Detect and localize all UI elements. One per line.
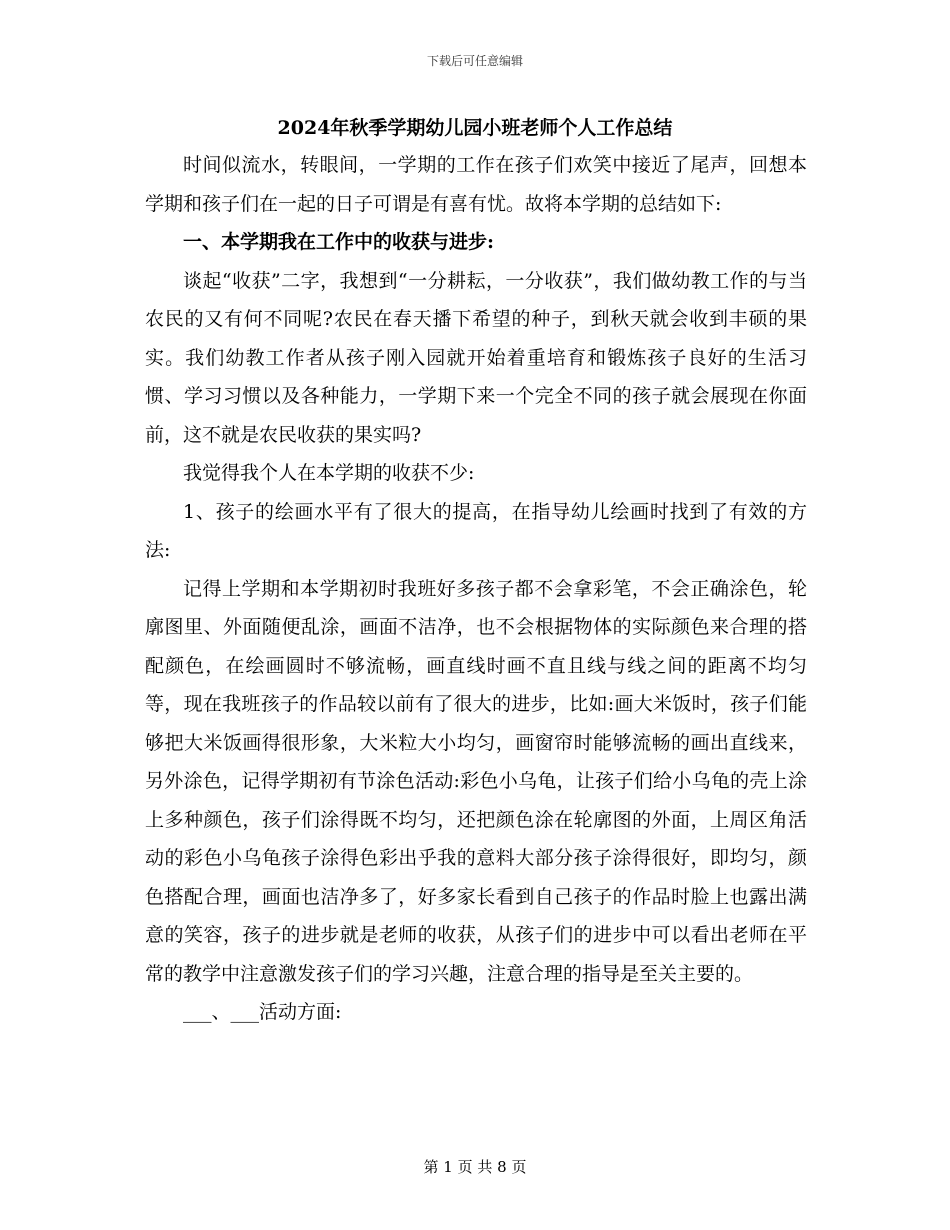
page-footer: 第 1 页 共 8 页 bbox=[423, 1158, 527, 1176]
document-body bbox=[145, 146, 807, 1032]
document-title: 2024年秋季学期幼儿园小班老师个人工作总结 bbox=[277, 117, 673, 139]
paragraph: 记得上学期和本学期初时我班好多孩子都不会拿彩笔，不会正确涂色，轮廓图里、外面随便乱涂，画面不洁净，也不会根据物体的实际颜色来合理的搭配颜色，在绘画圆时不够流畅，画直线时画不直且线与线之间的距离不均匀等，现在我班孩子的作品较以前有了很大的进步，比如:画大米饭时，孩子们能够把大米饭画得很形象，大米粒大小均匀，画窗帘时能够流畅的画出直线来，另外涂色，记得学期初有节涂色活动:彩色小乌龟，让孩子们给小乌龟的壳上涂上多种颜色，孩子们涂得既不均匀，还把颜色涂在轮廓图的外面，上周区角活动的彩色小乌龟孩子涂得色彩出乎我的意料大部分孩子涂得很好，即均匀，颜色搭配合理，画面也洁净多了，好多家长看到自己孩子的作品时脸上也露出满意的笑容，孩子的进步就是老师的收获，从孩子们的进步中可以看出老师在平常的教学中注意激发孩子们的学习兴趣，注意合理的指导是至关主要的。 bbox=[145, 577, 807, 985]
section-heading: 一、本学期我在工作中的收获与进步: bbox=[183, 231, 495, 253]
page-header: 下载后可任意编辑 bbox=[426, 54, 523, 68]
paragraph: 1、孩子的绘画水平有了很大的提高，在指导幼儿绘画时找到了有效的方法: bbox=[145, 500, 807, 561]
paragraph: 谈起“收获”二字，我想到“一分耕耘，一分收获”，我们做幼教工作的与当农民的又有何不同呢?农民在春天播下希望的种子，到秋天就会收到丰硕的果实。我们幼教工作者从孩子刚入园就开始着重培育和锻炼孩子良好的生活习惯、学习习惯以及各种能力，一学期下来一个完全不同的孩子就会展现在你面前，这不就是农民收获的果实吗? bbox=[145, 269, 807, 446]
paragraph: ___、___活动方面: bbox=[183, 1001, 342, 1023]
paragraph: 我觉得我个人在本学期的收获不少: bbox=[183, 462, 475, 484]
paragraph: 时间似流水，转眼间，一学期的工作在孩子们欢笑中接近了尾声，回想本学期和孩子们在一起的日子可谓是有喜有忧。故将本学期的总结如下: bbox=[145, 154, 807, 215]
